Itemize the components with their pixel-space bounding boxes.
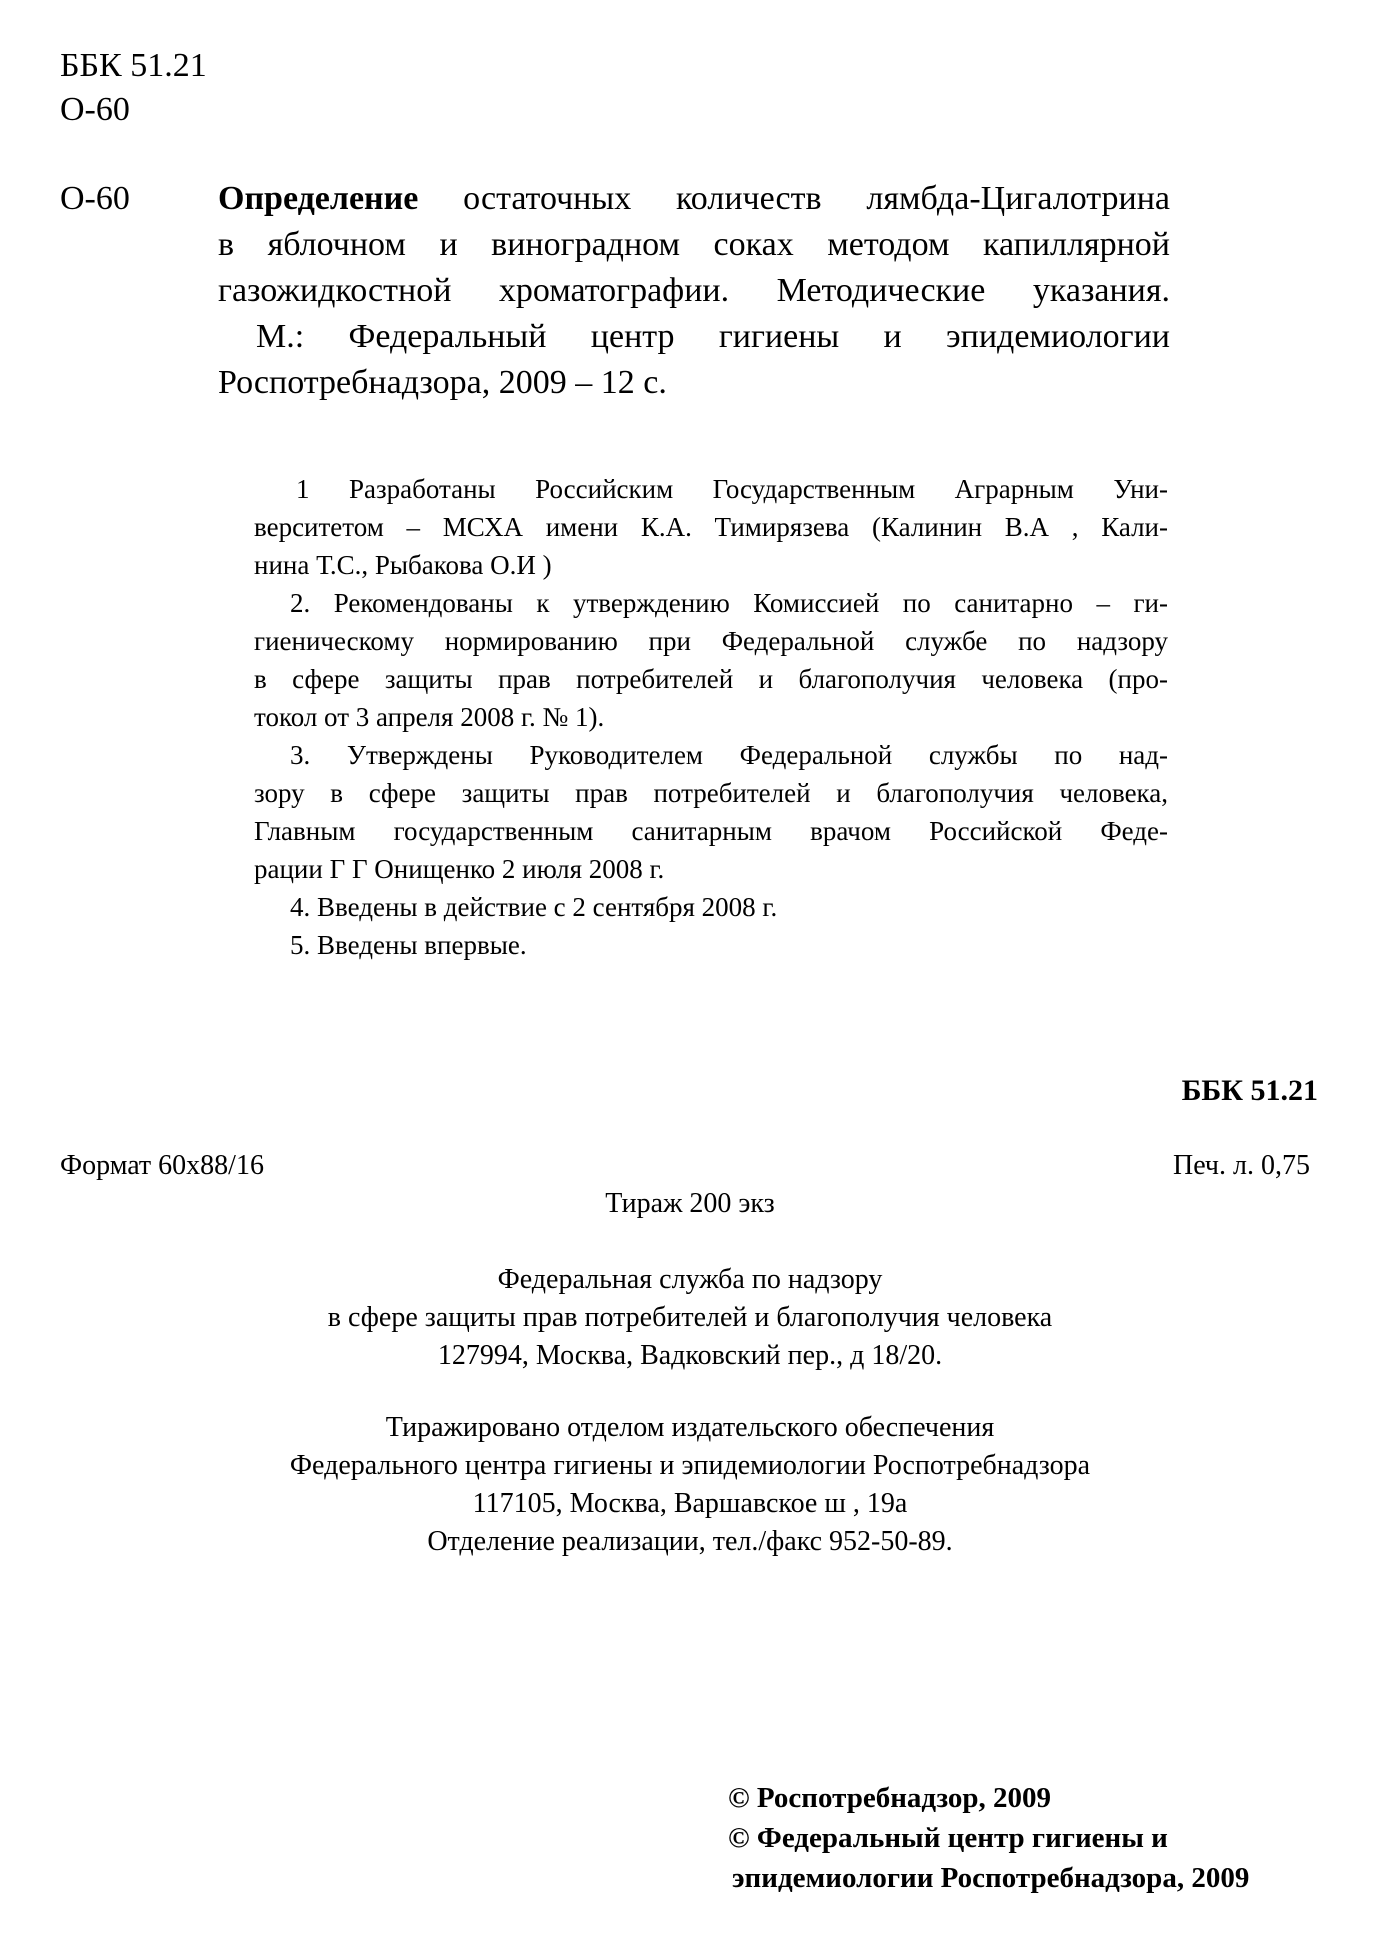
details-line: 5. Введены впервые. xyxy=(290,930,527,960)
entry-publisher-line-2: Роспотребнадзора, 2009 – 12 с. xyxy=(218,364,667,401)
bbk-index: ББК 51.21 xyxy=(60,47,207,84)
details-line: 1 Разработаны Российским Государственным Аграрным Уни- xyxy=(296,474,1168,504)
format-info: Формат 60х88/16 xyxy=(60,1150,264,1181)
copyright-line: © Федеральный центр гигиены и xyxy=(728,1822,1168,1854)
printer-line: 117105, Москва, Варшавское ш , 19а xyxy=(472,1488,908,1519)
details-line: нина Т.С., Рыбакова О.И ) xyxy=(254,550,552,580)
details-line: токол от 3 апреля 2008 г. № 1). xyxy=(254,702,605,732)
details-line: верситетом – МСХА имени К.А. Тимирязева (Калинин В.А , Кали- xyxy=(254,512,1168,542)
entry-code: О-60 xyxy=(60,180,130,217)
details-line: зору в сфере защиты прав потребителей и благополучия человека, xyxy=(254,778,1168,808)
details-line: рации Г Г Онищенко 2 июля 2008 г. xyxy=(254,854,665,884)
copyright-line: эпидемиологии Роспотребнадзора, 2009 xyxy=(732,1862,1250,1894)
details-line: 4. Введены в действие с 2 сентября 2008 г. xyxy=(290,892,778,922)
entry-title-bold: Определение xyxy=(218,180,419,217)
entry-title-line-2: в яблочном и виноградном соках методом капиллярной xyxy=(218,226,1170,263)
details-line: гиеническому нормированию при Федеральной службе по надзору xyxy=(254,626,1168,656)
publisher-line: в сфере защиты прав потребителей и благополучия человека xyxy=(327,1302,1053,1333)
publisher-line: 127994, Москва, Вадковский пер., д 18/20. xyxy=(437,1340,943,1371)
printer-line: Тиражировано отделом издательского обеспечения xyxy=(385,1412,995,1443)
entry-title-rest: остаточных количеств лямбда-Цигалотрина xyxy=(463,180,1170,217)
printer-line: Отделение реализации, тел./факс 952-50-89. xyxy=(427,1526,953,1557)
print-run: Тираж 200 экз xyxy=(605,1188,775,1219)
copyright-line: © Роспотребнадзор, 2009 xyxy=(728,1782,1052,1814)
entry-title-line-3: газожидкостной хроматографии. Методические указания. xyxy=(218,272,1170,309)
bbk-index-right: ББК 51.21 xyxy=(1181,1074,1318,1107)
sheets-info: Печ. л. 0,75 xyxy=(1172,1150,1310,1181)
details-line: в сфере защиты прав потребителей и благополучия человека (про- xyxy=(254,664,1168,694)
printer-line: Федерального центра гигиены и эпидемиологии Роспотребнадзора xyxy=(289,1450,1091,1481)
entry-publisher-line-1: М.: Федеральный центр гигиены и эпидемиологии xyxy=(256,318,1170,355)
details-line: 3. Утверждены Руководителем Федеральной службы по над- xyxy=(290,740,1168,770)
entry-title-line-1 xyxy=(218,180,1170,218)
publisher-line: Федеральная служба по надзору xyxy=(497,1264,883,1295)
details-line: 2. Рекомендованы к утверждению Комиссией по санитарно – ги- xyxy=(290,588,1168,618)
details-line: Главным государственным санитарным врачом Российской Феде- xyxy=(254,816,1168,846)
author-code: О-60 xyxy=(60,91,130,128)
